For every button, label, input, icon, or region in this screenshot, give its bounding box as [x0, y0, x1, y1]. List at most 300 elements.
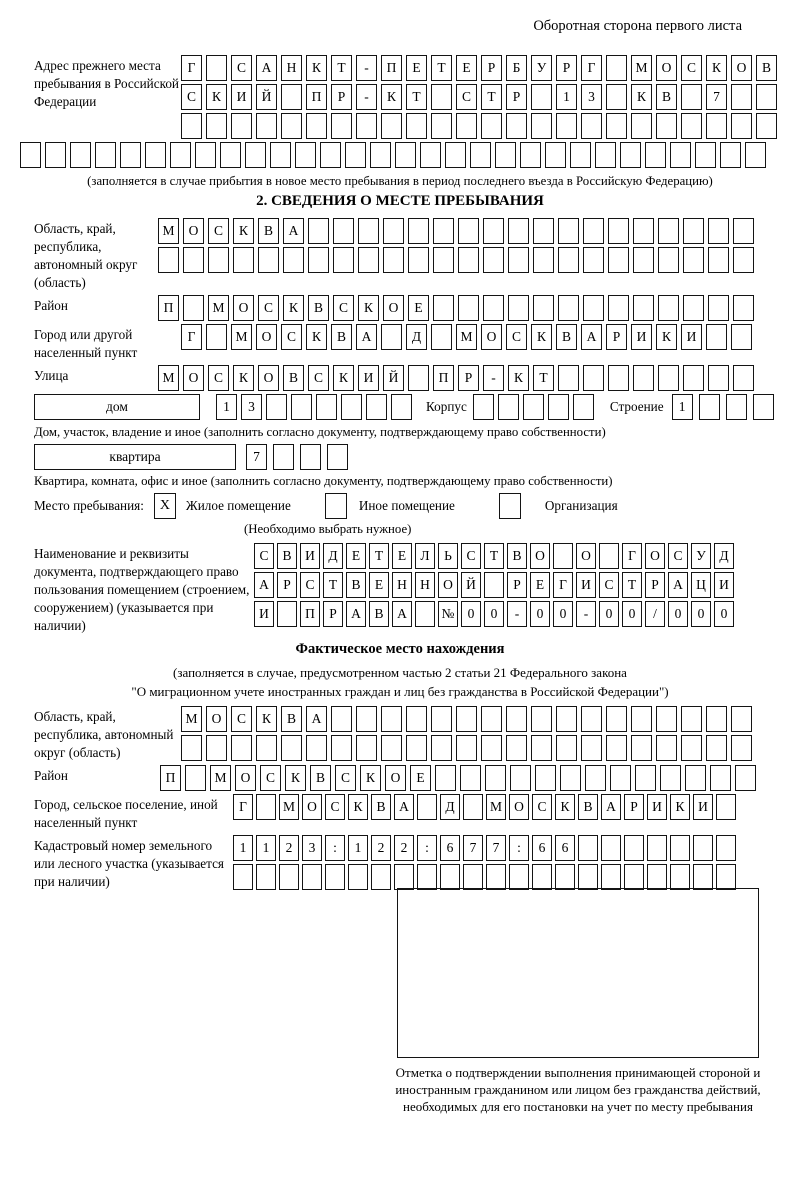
char-cell[interactable]: 0 — [484, 601, 504, 627]
char-cell[interactable]: 1 — [233, 835, 253, 861]
char-cell[interactable] — [383, 218, 404, 244]
char-cell[interactable]: К — [670, 794, 690, 820]
char-cell[interactable] — [183, 295, 204, 321]
char-cell[interactable]: К — [531, 324, 552, 350]
char-cell[interactable] — [333, 218, 354, 244]
char-cell[interactable] — [231, 113, 252, 139]
char-cell[interactable] — [120, 142, 141, 168]
char-cell[interactable]: Р — [481, 55, 502, 81]
char-cell[interactable]: А — [392, 601, 412, 627]
char-cell[interactable] — [458, 295, 479, 321]
char-cell[interactable]: И — [231, 84, 252, 110]
char-cell[interactable] — [555, 864, 575, 890]
char-cell[interactable] — [206, 113, 227, 139]
char-cell[interactable]: С — [300, 572, 320, 598]
char-cell[interactable]: 2 — [279, 835, 299, 861]
char-cell[interactable]: О — [233, 295, 254, 321]
char-cell[interactable] — [481, 706, 502, 732]
char-cell[interactable] — [431, 324, 452, 350]
char-cell[interactable] — [440, 864, 460, 890]
char-cell[interactable] — [458, 247, 479, 273]
char-cell[interactable]: Г — [622, 543, 642, 569]
char-cell[interactable] — [433, 218, 454, 244]
char-cell[interactable] — [647, 835, 667, 861]
char-cell[interactable] — [331, 113, 352, 139]
char-cell[interactable]: К — [706, 55, 727, 81]
char-cell[interactable]: Т — [484, 543, 504, 569]
char-cell[interactable] — [256, 735, 277, 761]
char-cell[interactable] — [532, 864, 552, 890]
char-cell[interactable]: Й — [383, 365, 404, 391]
char-cell[interactable] — [391, 394, 412, 420]
char-cell[interactable]: В — [756, 55, 777, 81]
char-cell[interactable] — [95, 142, 116, 168]
char-cell[interactable]: В — [277, 543, 297, 569]
char-cell[interactable]: В — [369, 601, 389, 627]
char-cell[interactable]: М — [631, 55, 652, 81]
char-cell[interactable]: П — [158, 295, 179, 321]
char-cell[interactable] — [560, 765, 581, 791]
char-cell[interactable]: М — [231, 324, 252, 350]
char-cell[interactable] — [381, 735, 402, 761]
char-cell[interactable] — [458, 218, 479, 244]
char-cell[interactable] — [485, 765, 506, 791]
char-cell[interactable] — [181, 113, 202, 139]
char-cell[interactable]: О — [383, 295, 404, 321]
char-cell[interactable] — [456, 706, 477, 732]
char-cell[interactable] — [195, 142, 216, 168]
char-cell[interactable] — [170, 142, 191, 168]
char-cell[interactable]: В — [578, 794, 598, 820]
char-cell[interactable]: О — [256, 324, 277, 350]
char-cell[interactable] — [583, 218, 604, 244]
char-cell[interactable]: 0 — [461, 601, 481, 627]
char-cell[interactable] — [583, 365, 604, 391]
stay-option-other-checkbox[interactable] — [325, 493, 347, 519]
char-cell[interactable] — [220, 142, 241, 168]
char-cell[interactable] — [710, 765, 731, 791]
char-cell[interactable] — [333, 247, 354, 273]
char-cell[interactable]: В — [258, 218, 279, 244]
char-cell[interactable] — [606, 84, 627, 110]
char-cell[interactable] — [183, 247, 204, 273]
char-cell[interactable] — [233, 247, 254, 273]
char-cell[interactable] — [726, 394, 747, 420]
char-cell[interactable] — [558, 218, 579, 244]
char-cell[interactable] — [556, 113, 577, 139]
char-cell[interactable]: О — [656, 55, 677, 81]
char-cell[interactable]: Д — [714, 543, 734, 569]
char-cell[interactable] — [693, 835, 713, 861]
char-cell[interactable]: Е — [346, 543, 366, 569]
char-cell[interactable] — [606, 113, 627, 139]
char-cell[interactable]: 3 — [241, 394, 262, 420]
char-cell[interactable] — [699, 394, 720, 420]
char-cell[interactable] — [683, 365, 704, 391]
char-cell[interactable]: И — [693, 794, 713, 820]
char-cell[interactable]: И — [358, 365, 379, 391]
char-cell[interactable]: О — [645, 543, 665, 569]
char-cell[interactable]: : — [417, 835, 437, 861]
char-cell[interactable] — [731, 324, 752, 350]
char-cell[interactable] — [206, 324, 227, 350]
char-cell[interactable] — [370, 142, 391, 168]
char-cell[interactable]: И — [254, 601, 274, 627]
char-cell[interactable] — [206, 55, 227, 81]
char-cell[interactable] — [581, 113, 602, 139]
char-cell[interactable] — [498, 394, 519, 420]
char-cell[interactable] — [716, 864, 736, 890]
char-cell[interactable] — [508, 247, 529, 273]
char-cell[interactable] — [406, 735, 427, 761]
char-cell[interactable]: В — [507, 543, 527, 569]
char-cell[interactable]: С — [208, 218, 229, 244]
char-cell[interactable]: Р — [507, 572, 527, 598]
char-cell[interactable]: - — [483, 365, 504, 391]
char-cell[interactable] — [556, 735, 577, 761]
char-cell[interactable]: А — [254, 572, 274, 598]
char-cell[interactable]: А — [581, 324, 602, 350]
char-cell[interactable]: О — [302, 794, 322, 820]
char-cell[interactable]: Д — [440, 794, 460, 820]
char-cell[interactable] — [735, 765, 756, 791]
char-cell[interactable] — [206, 735, 227, 761]
char-cell[interactable]: К — [348, 794, 368, 820]
char-cell[interactable] — [558, 295, 579, 321]
char-cell[interactable] — [706, 113, 727, 139]
char-cell[interactable] — [631, 735, 652, 761]
char-cell[interactable]: О — [258, 365, 279, 391]
char-cell[interactable]: М — [279, 794, 299, 820]
char-cell[interactable] — [258, 247, 279, 273]
char-cell[interactable]: С — [681, 55, 702, 81]
char-cell[interactable] — [660, 765, 681, 791]
char-cell[interactable] — [731, 735, 752, 761]
char-cell[interactable] — [608, 295, 629, 321]
char-cell[interactable]: Г — [553, 572, 573, 598]
char-cell[interactable] — [331, 706, 352, 732]
char-cell[interactable]: Т — [431, 55, 452, 81]
char-cell[interactable] — [533, 247, 554, 273]
char-cell[interactable]: / — [645, 601, 665, 627]
char-cell[interactable]: О — [530, 543, 550, 569]
char-cell[interactable]: К — [555, 794, 575, 820]
char-cell[interactable]: 3 — [581, 84, 602, 110]
char-cell[interactable] — [266, 394, 287, 420]
char-cell[interactable] — [531, 706, 552, 732]
char-cell[interactable] — [483, 295, 504, 321]
char-cell[interactable] — [733, 295, 754, 321]
char-cell[interactable]: 7 — [486, 835, 506, 861]
char-cell[interactable]: 6 — [440, 835, 460, 861]
char-cell[interactable]: 2 — [371, 835, 391, 861]
char-cell[interactable] — [356, 706, 377, 732]
char-cell[interactable]: М — [208, 295, 229, 321]
char-cell[interactable] — [408, 247, 429, 273]
char-cell[interactable] — [601, 864, 621, 890]
char-cell[interactable] — [506, 735, 527, 761]
char-cell[interactable]: Р — [331, 84, 352, 110]
char-cell[interactable] — [406, 706, 427, 732]
char-cell[interactable] — [670, 835, 690, 861]
char-cell[interactable] — [635, 765, 656, 791]
char-cell[interactable]: 0 — [530, 601, 550, 627]
char-cell[interactable]: 1 — [556, 84, 577, 110]
char-cell[interactable]: О — [438, 572, 458, 598]
char-cell[interactable] — [463, 794, 483, 820]
char-cell[interactable]: Е — [530, 572, 550, 598]
char-cell[interactable] — [415, 601, 435, 627]
char-cell[interactable] — [473, 394, 494, 420]
char-cell[interactable] — [578, 864, 598, 890]
char-cell[interactable]: М — [158, 218, 179, 244]
char-cell[interactable] — [695, 142, 716, 168]
char-cell[interactable] — [606, 735, 627, 761]
char-cell[interactable]: А — [394, 794, 414, 820]
char-cell[interactable] — [631, 113, 652, 139]
char-cell[interactable] — [731, 84, 752, 110]
char-cell[interactable] — [583, 295, 604, 321]
char-cell[interactable] — [670, 864, 690, 890]
char-cell[interactable]: К — [233, 365, 254, 391]
char-cell[interactable] — [685, 765, 706, 791]
char-cell[interactable] — [270, 142, 291, 168]
char-cell[interactable]: А — [356, 324, 377, 350]
char-cell[interactable] — [531, 113, 552, 139]
char-cell[interactable]: К — [381, 84, 402, 110]
char-cell[interactable]: К — [508, 365, 529, 391]
char-cell[interactable]: И — [631, 324, 652, 350]
char-cell[interactable]: О — [183, 365, 204, 391]
char-cell[interactable] — [558, 247, 579, 273]
char-cell[interactable]: О — [206, 706, 227, 732]
char-cell[interactable] — [356, 113, 377, 139]
char-cell[interactable]: Р — [506, 84, 527, 110]
char-cell[interactable] — [486, 864, 506, 890]
char-cell[interactable] — [277, 601, 297, 627]
char-cell[interactable] — [681, 84, 702, 110]
char-cell[interactable] — [606, 55, 627, 81]
char-cell[interactable] — [606, 706, 627, 732]
char-cell[interactable]: Г — [233, 794, 253, 820]
char-cell[interactable]: С — [260, 765, 281, 791]
char-cell[interactable]: У — [691, 543, 711, 569]
char-cell[interactable]: П — [381, 55, 402, 81]
char-cell[interactable] — [681, 735, 702, 761]
char-cell[interactable] — [656, 113, 677, 139]
char-cell[interactable]: А — [306, 706, 327, 732]
char-cell[interactable] — [233, 864, 253, 890]
char-cell[interactable] — [716, 794, 736, 820]
char-cell[interactable]: Р — [458, 365, 479, 391]
char-cell[interactable] — [273, 444, 294, 470]
char-cell[interactable] — [383, 247, 404, 273]
char-cell[interactable] — [510, 765, 531, 791]
char-cell[interactable] — [394, 864, 414, 890]
char-cell[interactable]: А — [668, 572, 688, 598]
char-cell[interactable]: А — [601, 794, 621, 820]
char-cell[interactable]: Т — [323, 572, 343, 598]
char-cell[interactable] — [483, 247, 504, 273]
char-cell[interactable]: Г — [581, 55, 602, 81]
char-cell[interactable] — [733, 247, 754, 273]
char-cell[interactable] — [306, 735, 327, 761]
char-cell[interactable] — [581, 706, 602, 732]
char-cell[interactable] — [645, 142, 666, 168]
char-cell[interactable]: № — [438, 601, 458, 627]
char-cell[interactable] — [508, 295, 529, 321]
char-cell[interactable]: Е — [408, 295, 429, 321]
char-cell[interactable]: Т — [481, 84, 502, 110]
char-cell[interactable] — [408, 365, 429, 391]
char-cell[interactable] — [460, 765, 481, 791]
char-cell[interactable]: Н — [415, 572, 435, 598]
char-cell[interactable]: 0 — [599, 601, 619, 627]
char-cell[interactable] — [683, 247, 704, 273]
char-cell[interactable]: Р — [606, 324, 627, 350]
char-cell[interactable] — [70, 142, 91, 168]
char-cell[interactable]: С — [456, 84, 477, 110]
char-cell[interactable] — [484, 572, 504, 598]
char-cell[interactable]: Р — [645, 572, 665, 598]
char-cell[interactable]: 0 — [622, 601, 642, 627]
char-cell[interactable]: В — [331, 324, 352, 350]
char-cell[interactable] — [456, 735, 477, 761]
char-cell[interactable]: Т — [406, 84, 427, 110]
char-cell[interactable] — [756, 113, 777, 139]
char-cell[interactable] — [420, 142, 441, 168]
char-cell[interactable] — [631, 706, 652, 732]
char-cell[interactable] — [553, 543, 573, 569]
char-cell[interactable] — [670, 142, 691, 168]
char-cell[interactable] — [406, 113, 427, 139]
char-cell[interactable] — [431, 706, 452, 732]
char-cell[interactable] — [181, 735, 202, 761]
char-cell[interactable]: 1 — [256, 835, 276, 861]
char-cell[interactable]: Н — [281, 55, 302, 81]
char-cell[interactable]: Е — [410, 765, 431, 791]
char-cell[interactable] — [331, 735, 352, 761]
char-cell[interactable] — [431, 735, 452, 761]
char-cell[interactable] — [306, 113, 327, 139]
stay-option-residential-checkbox[interactable]: X — [154, 493, 176, 519]
char-cell[interactable]: Ь — [438, 543, 458, 569]
char-cell[interactable] — [381, 324, 402, 350]
char-cell[interactable]: 1 — [672, 394, 693, 420]
char-cell[interactable]: А — [346, 601, 366, 627]
char-cell[interactable]: К — [358, 295, 379, 321]
char-cell[interactable] — [570, 142, 591, 168]
char-cell[interactable]: С — [506, 324, 527, 350]
char-cell[interactable] — [371, 864, 391, 890]
char-cell[interactable]: Н — [392, 572, 412, 598]
char-cell[interactable]: 6 — [532, 835, 552, 861]
char-cell[interactable] — [693, 864, 713, 890]
char-cell[interactable] — [381, 706, 402, 732]
char-cell[interactable]: Й — [461, 572, 481, 598]
char-cell[interactable] — [610, 765, 631, 791]
char-cell[interactable] — [327, 444, 348, 470]
char-cell[interactable]: С — [335, 765, 356, 791]
char-cell[interactable] — [20, 142, 41, 168]
char-cell[interactable]: П — [300, 601, 320, 627]
char-cell[interactable]: 7 — [463, 835, 483, 861]
char-cell[interactable]: Р — [556, 55, 577, 81]
char-cell[interactable]: С — [333, 295, 354, 321]
char-cell[interactable]: К — [285, 765, 306, 791]
char-cell[interactable] — [308, 218, 329, 244]
char-cell[interactable]: П — [306, 84, 327, 110]
stay-option-organization-checkbox[interactable] — [499, 493, 521, 519]
char-cell[interactable]: 0 — [691, 601, 711, 627]
char-cell[interactable] — [608, 247, 629, 273]
char-cell[interactable]: О — [481, 324, 502, 350]
char-cell[interactable] — [300, 444, 321, 470]
char-cell[interactable]: 0 — [668, 601, 688, 627]
char-cell[interactable]: О — [731, 55, 752, 81]
char-cell[interactable] — [708, 365, 729, 391]
char-cell[interactable] — [358, 247, 379, 273]
char-cell[interactable]: К — [306, 324, 327, 350]
char-cell[interactable] — [256, 794, 276, 820]
char-cell[interactable]: 1 — [348, 835, 368, 861]
char-cell[interactable]: Г — [181, 55, 202, 81]
char-cell[interactable]: И — [681, 324, 702, 350]
char-cell[interactable]: 3 — [302, 835, 322, 861]
char-cell[interactable] — [356, 735, 377, 761]
char-cell[interactable] — [316, 394, 337, 420]
char-cell[interactable]: - — [507, 601, 527, 627]
char-cell[interactable] — [345, 142, 366, 168]
char-cell[interactable] — [281, 113, 302, 139]
char-cell[interactable] — [366, 394, 387, 420]
char-cell[interactable]: - — [576, 601, 596, 627]
char-cell[interactable] — [548, 394, 569, 420]
char-cell[interactable]: В — [308, 295, 329, 321]
char-cell[interactable]: К — [206, 84, 227, 110]
char-cell[interactable] — [595, 142, 616, 168]
char-cell[interactable] — [531, 735, 552, 761]
char-cell[interactable] — [395, 142, 416, 168]
char-cell[interactable] — [281, 84, 302, 110]
char-cell[interactable] — [535, 765, 556, 791]
char-cell[interactable] — [731, 113, 752, 139]
char-cell[interactable] — [581, 735, 602, 761]
char-cell[interactable]: П — [433, 365, 454, 391]
char-cell[interactable]: А — [256, 55, 277, 81]
char-cell[interactable] — [431, 113, 452, 139]
char-cell[interactable] — [158, 247, 179, 273]
char-cell[interactable] — [417, 864, 437, 890]
char-cell[interactable] — [601, 835, 621, 861]
char-cell[interactable]: 6 — [555, 835, 575, 861]
char-cell[interactable] — [633, 295, 654, 321]
char-cell[interactable] — [578, 835, 598, 861]
char-cell[interactable]: Р — [277, 572, 297, 598]
char-cell[interactable]: Р — [323, 601, 343, 627]
char-cell[interactable] — [495, 142, 516, 168]
char-cell[interactable] — [633, 247, 654, 273]
char-cell[interactable] — [208, 247, 229, 273]
char-cell[interactable]: С — [258, 295, 279, 321]
char-cell[interactable]: Ц — [691, 572, 711, 598]
char-cell[interactable] — [683, 295, 704, 321]
char-cell[interactable]: У — [531, 55, 552, 81]
char-cell[interactable] — [520, 142, 541, 168]
char-cell[interactable] — [716, 835, 736, 861]
char-cell[interactable] — [506, 113, 527, 139]
char-cell[interactable] — [558, 365, 579, 391]
